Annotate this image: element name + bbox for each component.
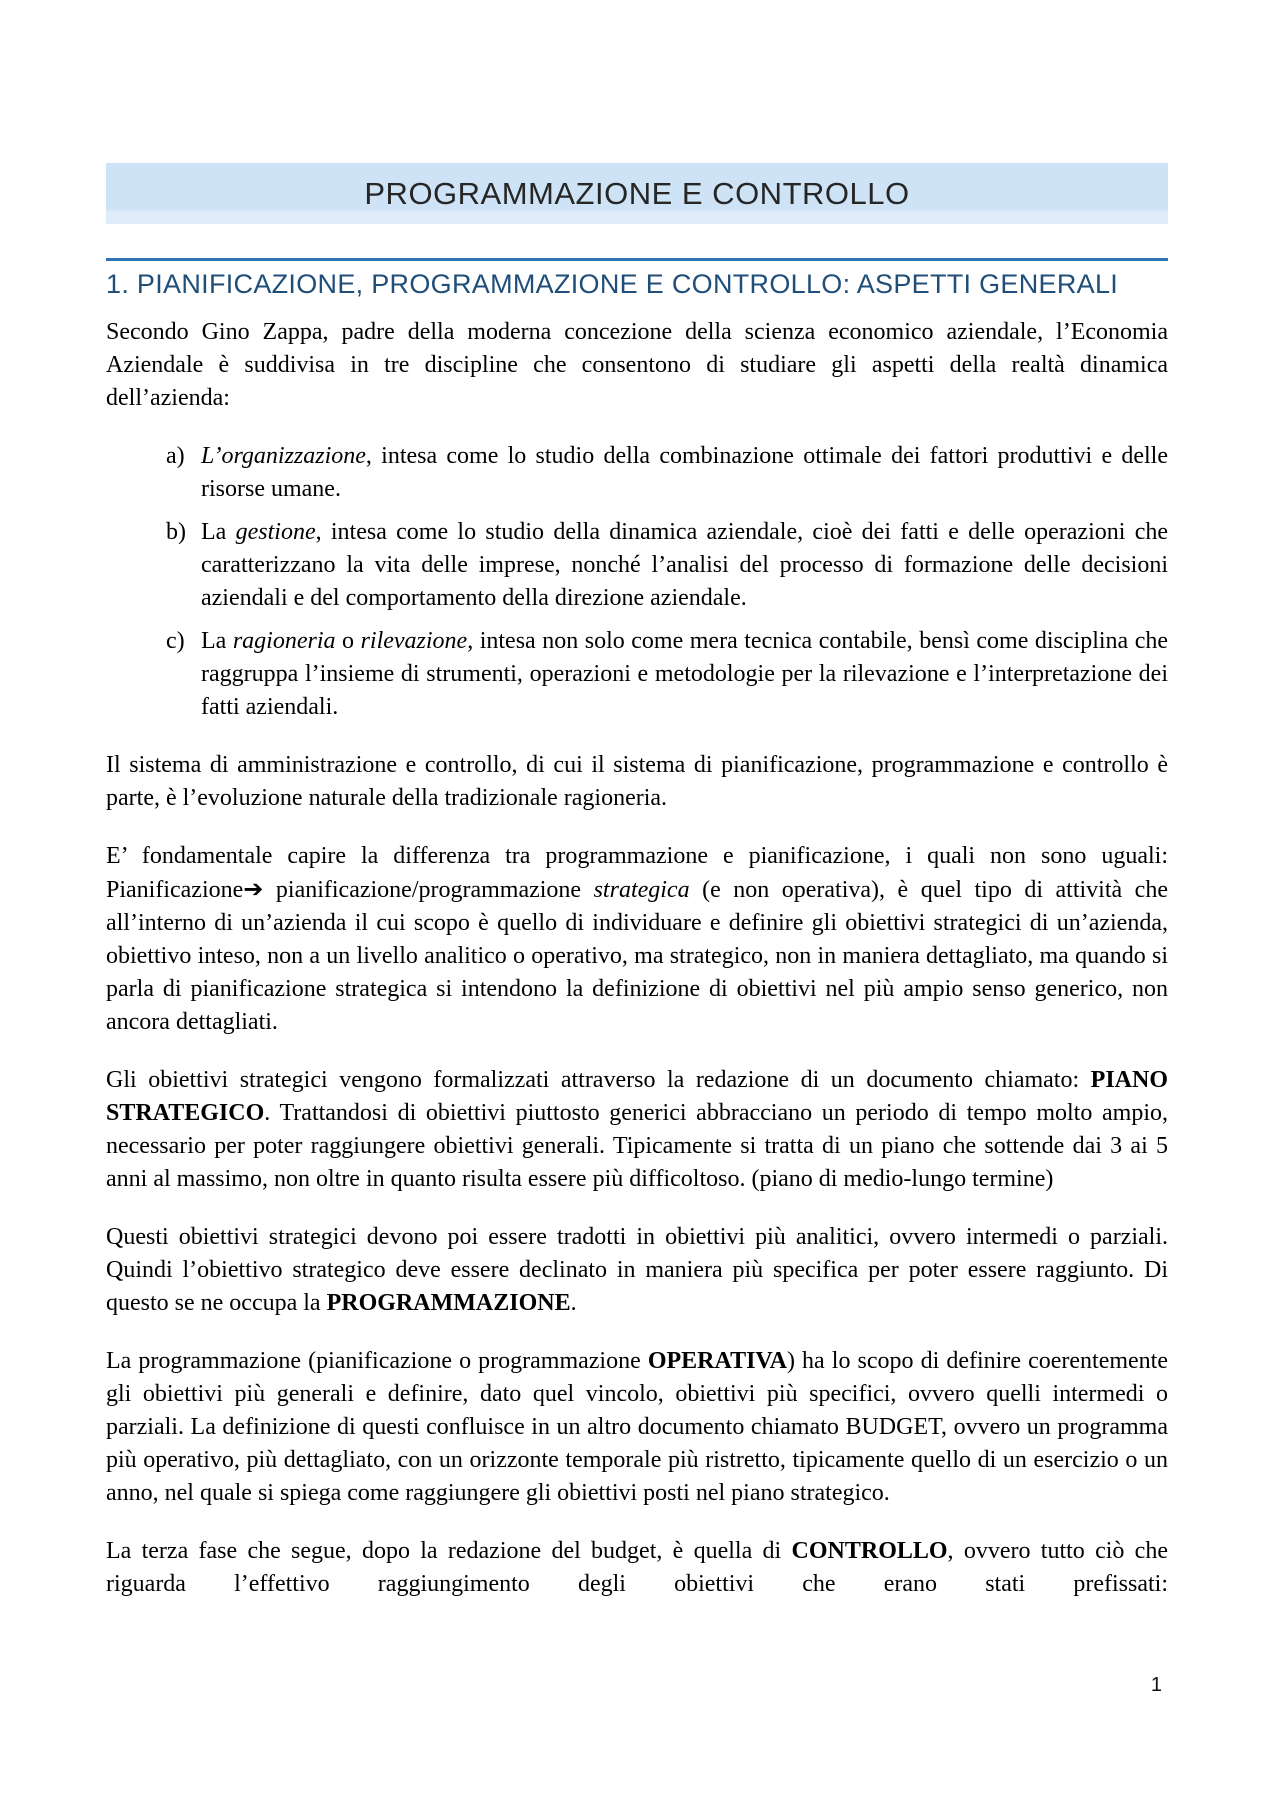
text-run: PROGRAMMAZIONE xyxy=(326,1290,571,1316)
document-body xyxy=(106,258,1168,1626)
list-item-text xyxy=(201,443,1168,502)
heading-rule xyxy=(106,258,1168,261)
arrow-right-icon: ➔ xyxy=(243,875,264,903)
text-run: Secondo Gino Zappa, padre della moderna concezione della scienza economico aziendale, l’Economia Aziendale è suddivisa in tre discipline che consentono di studiare gli aspetti della realtà dinamica dell’azienda: xyxy=(106,319,1168,411)
paragraph-sistema-amministrazione xyxy=(106,749,1168,815)
list-marker: a) xyxy=(166,443,185,469)
paragraph-operativa-budget xyxy=(106,1345,1168,1510)
text-run: , intesa come lo studio della combinazione ottimale dei fattori produttivi e delle risorse umane. xyxy=(201,443,1168,502)
page-number: 1 xyxy=(1150,1674,1162,1696)
text-run: Il sistema di amministrazione e controllo, di cui il sistema di pianificazione, programmazione e controllo è parte, è l’evoluzione naturale della tradizionale ragioneria. xyxy=(106,752,1168,811)
text-run: CONTROLLO xyxy=(791,1538,948,1564)
section-heading: 1. PIANIFICAZIONE, PROGRAMMAZIONE E CONTROLLO: ASPETTI GENERALI xyxy=(106,269,1119,299)
list-item-b xyxy=(106,516,1168,615)
text-run: La terza fase che segue, dopo la redazione del budget, è quella di xyxy=(106,1538,792,1564)
text-run: La xyxy=(201,519,236,545)
text-run: Gli obiettivi strategici vengono formalizzati attraverso la redazione di un documento chiamato: xyxy=(106,1067,1091,1093)
paragraph-programmazione xyxy=(106,1221,1168,1320)
text-run: , intesa come lo studio della dinamica aziendale, cioè dei fatti e delle operazioni che caratterizzano la vita delle imprese, nonché l’analisi del processo di formazione delle decisioni aziendali e del comportamento della direzione aziendale. xyxy=(201,519,1168,611)
text-run: La programmazione (pianificazione o programmazione xyxy=(106,1348,648,1374)
text-run: L’organizzazione xyxy=(201,443,366,469)
text-run: o xyxy=(335,628,361,654)
text-run: strategica xyxy=(593,877,690,903)
text-run: . Trattandosi di obiettivi piuttosto generici abbracciano un periodo di tempo molto ampio, necessario per poter raggiungere obiettivi generali. Tipicamente si tratta di un piano che sottende dai 3 ai 5 anni al massimo, non oltre in quanto risulta essere più difficoltoso. (piano di medio-lungo termine) xyxy=(106,1100,1168,1192)
paragraph-intro xyxy=(106,316,1168,415)
list-item-c xyxy=(106,625,1168,724)
text-run: ragioneria xyxy=(232,628,336,654)
text-run: Questi obiettivi strategici devono poi essere tradotti in obiettivi più analitici, ovvero intermedi o parziali. Quindi l’obiettivo strategico deve essere declinato in maniera più specifica per poter essere raggiunto. Di questo se ne occupa la xyxy=(106,1224,1168,1316)
list-marker: b) xyxy=(166,519,186,545)
text-run: , ovvero tutto ciò che riguarda l’effettivo raggiungimento degli obiettivi che erano stati prefissati: xyxy=(106,1538,1168,1597)
list-item-text xyxy=(201,519,1168,611)
text-run: gestione xyxy=(235,519,316,545)
paragraph-controllo xyxy=(106,1535,1168,1601)
text-run: ) ha lo scopo di definire coerentemente gli obiettivi più generali e definire, dato quel vincolo, obiettivi più specifici, ovvero quelli intermedi o parziali. La definizione di questi confluisce in un altro documento chiamato BUDGET, ovvero un programma più operativo, più dettagliato, con un orizzonte temporale più ristretto, tipicamente quello di un esercizio o un anno, nel quale si spiega come raggiungere gli obiettivi posti nel piano strategico. xyxy=(106,1348,1168,1506)
text-run: PIANO STRATEGICO xyxy=(106,1067,1168,1126)
paragraph-pianificazione-strategica xyxy=(106,840,1168,1039)
text-run: La xyxy=(201,628,233,654)
text-run: OPERATIVA xyxy=(647,1348,787,1374)
list-item-a xyxy=(106,440,1168,506)
text-run: rilevazione xyxy=(360,628,468,654)
list-item-text xyxy=(201,628,1168,720)
list-marker: c) xyxy=(166,628,185,654)
title-banner xyxy=(106,163,1168,224)
paragraph-piano-strategico xyxy=(106,1064,1168,1196)
document-title: PROGRAMMAZIONE E CONTROLLO xyxy=(364,175,910,211)
text-run: . xyxy=(570,1290,577,1316)
discipline-list xyxy=(106,440,1168,724)
text-run: , intesa non solo come mera tecnica contabile, bensì come disciplina che raggruppa l’insieme di strumenti, operazioni e metodologie per la rilevazione e l’interpretazione dei fatti aziendali. xyxy=(201,628,1169,720)
text-run: (e non operativa), è quel tipo di attività che all’interno di un’azienda il cui scopo è quello di individuare e definire gli obiettivi strategici di un’azienda, obiettivo inteso, non a un livello analitico o operativo, ma strategico, non in maniera dettagliato, ma quando si parla di pianificazione strategica si intendono la definizione di obiettivi nel più ampio senso generico, non ancora dettagliati. xyxy=(106,877,1168,1035)
text-run: pianificazione/programmazione xyxy=(263,877,594,903)
text-run: E’ fondamentale capire la differenza tra programmazione e pianificazione, i quali non sono uguali: Pianificazione xyxy=(106,843,1168,903)
